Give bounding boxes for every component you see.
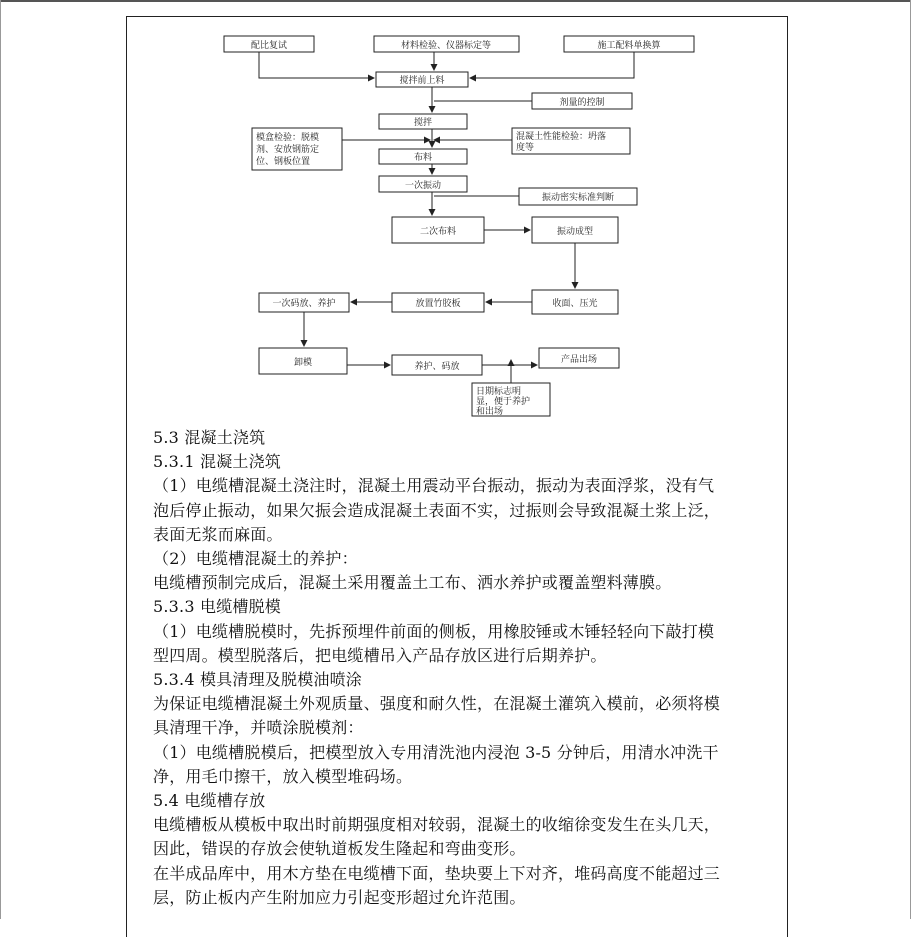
label-peibi: 配比复试 — [250, 41, 288, 51]
heading-5-3-4: 5.3.4 模具清理及脱模油喷涂 — [153, 670, 362, 690]
paragraph-line: （1）电缆槽脱模时，先拆预埋件前面的侧板，用橡胶锤或木锤轻轻向下敲打模 — [153, 621, 715, 641]
label-erci: 二次布料 — [419, 227, 457, 237]
heading-5-3-3: 5.3.3 电缆槽脱模 — [153, 597, 281, 617]
label-yici: 一次振动 — [404, 181, 442, 191]
label-cailiao: 材料检验、仪器标定等 — [400, 41, 492, 51]
label-moju-1: 模盒检验：脱模 — [256, 133, 320, 143]
label-chuchang: 产品出场 — [560, 355, 598, 365]
label-buliao: 布料 — [413, 153, 433, 163]
label-zhendong: 振动密实标准判断 — [541, 193, 615, 203]
paragraph-line: 为保证电缆槽混凝土外观质量、强度和耐久性，在混凝土灌筑入模前，必须将模 — [153, 694, 721, 714]
label-chengxing: 振动成型 — [556, 227, 594, 237]
paragraph-line: 具清理干净，并喷涂脱模剂： — [153, 718, 364, 738]
paragraph-line: 电缆槽预制完成后，混凝土采用覆盖土工布、洒水养护或覆盖塑料薄膜。 — [153, 573, 672, 593]
paragraph-line: 电缆槽板从模板中取出时前期强度相对较弱，混凝土的收缩徐变发生在头几天， — [153, 815, 721, 835]
document-body — [153, 426, 785, 910]
paragraph-line: 型四周。模型脱落后，把电缆槽吊入产品存放区进行后期养护。 — [153, 645, 607, 665]
label-moju-3: 位、钢板位置 — [256, 157, 311, 167]
label-riqi-2: 显，便于养护 — [476, 397, 531, 407]
label-jiliang: 剂量的控制 — [559, 98, 605, 108]
top-border — [0, 0, 911, 2]
label-riqi-3: 和出场 — [476, 407, 504, 417]
flowchart-svg — [214, 30, 734, 420]
paragraph-line: 层，防止板内产生附加应力引起变形超过允许范围。 — [153, 887, 526, 907]
label-jiaoban: 搅拌 — [413, 118, 433, 128]
label-xingneng-2: 度等 — [516, 143, 535, 153]
label-xingneng-1: 混凝土性能检验：坍落 — [516, 132, 607, 142]
label-yanghu: 养护、码放 — [414, 362, 460, 372]
paragraph-line: 表面无浆而麻面。 — [153, 524, 283, 544]
heading-5-3-1: 5.3.1 混凝土浇筑 — [153, 452, 281, 472]
heading-5-4: 5.4 电缆槽存放 — [153, 791, 266, 811]
label-fangzhi: 放置竹胶板 — [415, 299, 461, 309]
label-moju-2: 剂、安放钢筋定 — [256, 145, 320, 155]
paragraph-line: （1）电缆槽脱模后，把模型放入专用清洗池内浸泡 3-5 分钟后，用清水冲洗干 — [153, 742, 719, 762]
paragraph-line: 净，用毛巾擦干，放入模型堆码场。 — [153, 766, 413, 786]
label-shigong: 施工配料单换算 — [597, 41, 661, 51]
paragraph-line: 因此，错误的存放会使轨道板发生隆起和弯曲变形。 — [153, 839, 526, 859]
paragraph-line: 泡后停止振动，如果欠振会造成混凝土表面不实，过振则会导致混凝土浆上泛， — [153, 500, 721, 520]
paragraph-line: 在半成品库中，用木方垫在电缆槽下面，垫块要上下对齐，堆码高度不能超过三 — [153, 863, 721, 883]
label-jiaoban-qian: 搅拌前上料 — [399, 76, 445, 86]
process-flowchart — [214, 30, 734, 420]
paragraph-line: （1）电缆槽混凝土浇注时，混凝土用震动平台振动，振动为表面浮浆，没有气 — [153, 476, 715, 496]
label-riqi-1: 日期标志明 — [476, 387, 522, 397]
paragraph-line: （2）电缆槽混凝土的养护： — [153, 549, 358, 569]
label-shoumian: 收面、压光 — [552, 299, 598, 309]
heading-5-3: 5.3 混凝土浇筑 — [153, 428, 266, 447]
label-xiemo: 卸模 — [293, 358, 313, 368]
label-mafang: 一次码放、养护 — [272, 299, 336, 309]
left-edge — [0, 0, 1, 919]
